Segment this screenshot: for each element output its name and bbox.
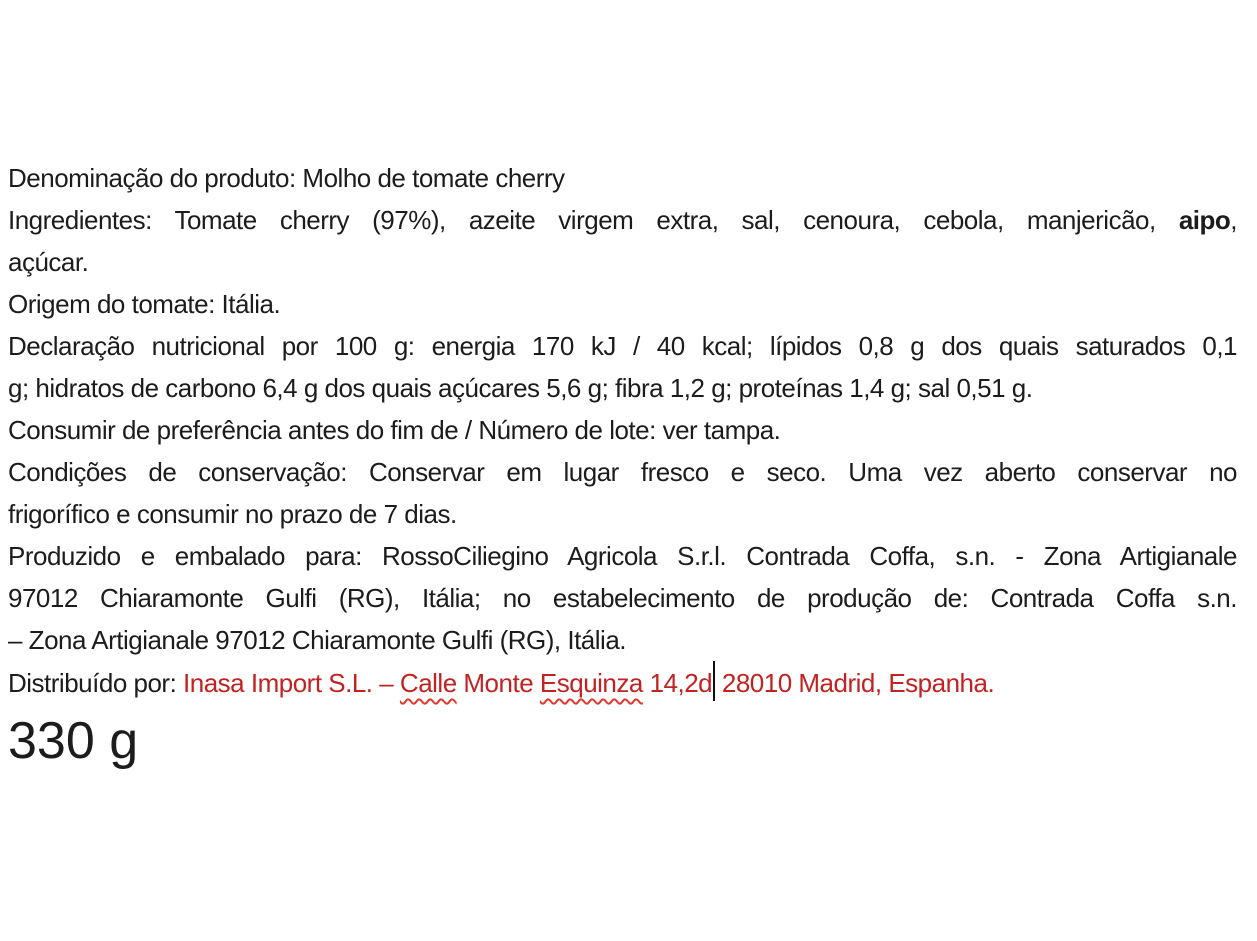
label-text-segment: 97012 Chiaramonte Gulfi (RG), Itália; no estabelecimento de produção de: Contrada Coffa s.n.	[8, 583, 1237, 613]
label-text-segment: Produzido e embalado para: RossoCiliegino Agricola S.r.l. Contrada Coffa, s.n. - Zona Artigianale	[8, 541, 1237, 571]
misspelled-word: Calle	[399, 668, 457, 698]
label-line	[8, 199, 1237, 241]
label-text[interactable]	[8, 157, 1237, 773]
label-text-segment: Declaração nutricional por 100 g: energia 170 kJ / 40 kcal; lípidos 0,8 g dos quais saturados 0,1	[8, 331, 1237, 361]
label-text-segment: açúcar.	[8, 247, 89, 277]
label-text-segment: Origem do tomate: Itália.	[8, 289, 281, 319]
label-line	[8, 661, 1237, 703]
distributor-red-text: Inasa Import S.L. –	[183, 668, 400, 698]
label-line	[8, 367, 1237, 409]
label-text-segment: g; hidratos de carbono 6,4 g dos quais açúcares 5,6 g; fibra 1,2 g; proteínas 1,4 g; sal 0,51 g.	[8, 373, 1033, 403]
label-line	[8, 451, 1237, 493]
distributor-red-text: 14,2d	[642, 668, 713, 698]
distributor-red-text: 28010 Madrid, Espanha.	[715, 668, 995, 698]
distributor-red-text: Monte	[456, 668, 540, 698]
label-line	[8, 493, 1237, 535]
label-text-segment: – Zona Artigianale 97012 Chiaramonte Gulfi (RG), Itália.	[8, 625, 627, 655]
label-line	[8, 619, 1237, 661]
label-text-segment: Ingredientes: Tomate cherry (97%), azeite virgem extra, sal, cenoura, cebola, manjericão,	[8, 205, 1179, 235]
misspelled-word: Esquinza	[539, 668, 643, 698]
label-line	[8, 577, 1237, 619]
label-line	[8, 325, 1237, 367]
net-weight: 330 g	[8, 712, 139, 770]
label-line	[8, 283, 1237, 325]
label-text-segment: Consumir de preferência antes do fim de / Número de lote: ver tampa.	[8, 415, 781, 445]
label-text-segment: Condições de conservação: Conservar em lugar fresco e seco. Uma vez aberto conservar no	[8, 457, 1237, 487]
label-text-segment: Distribuído por:	[8, 668, 184, 698]
label-line	[8, 157, 1237, 199]
label-text-segment: ,	[1230, 205, 1237, 235]
label-line	[8, 409, 1237, 451]
label-text-segment: Denominação do produto: Molho de tomate cherry	[8, 163, 565, 193]
allergen-bold-text: aipo	[1178, 205, 1231, 235]
label-line	[8, 241, 1237, 283]
label-text-segment: frigorífico e consumir no prazo de 7 dias.	[8, 499, 457, 529]
label-line	[8, 535, 1237, 577]
